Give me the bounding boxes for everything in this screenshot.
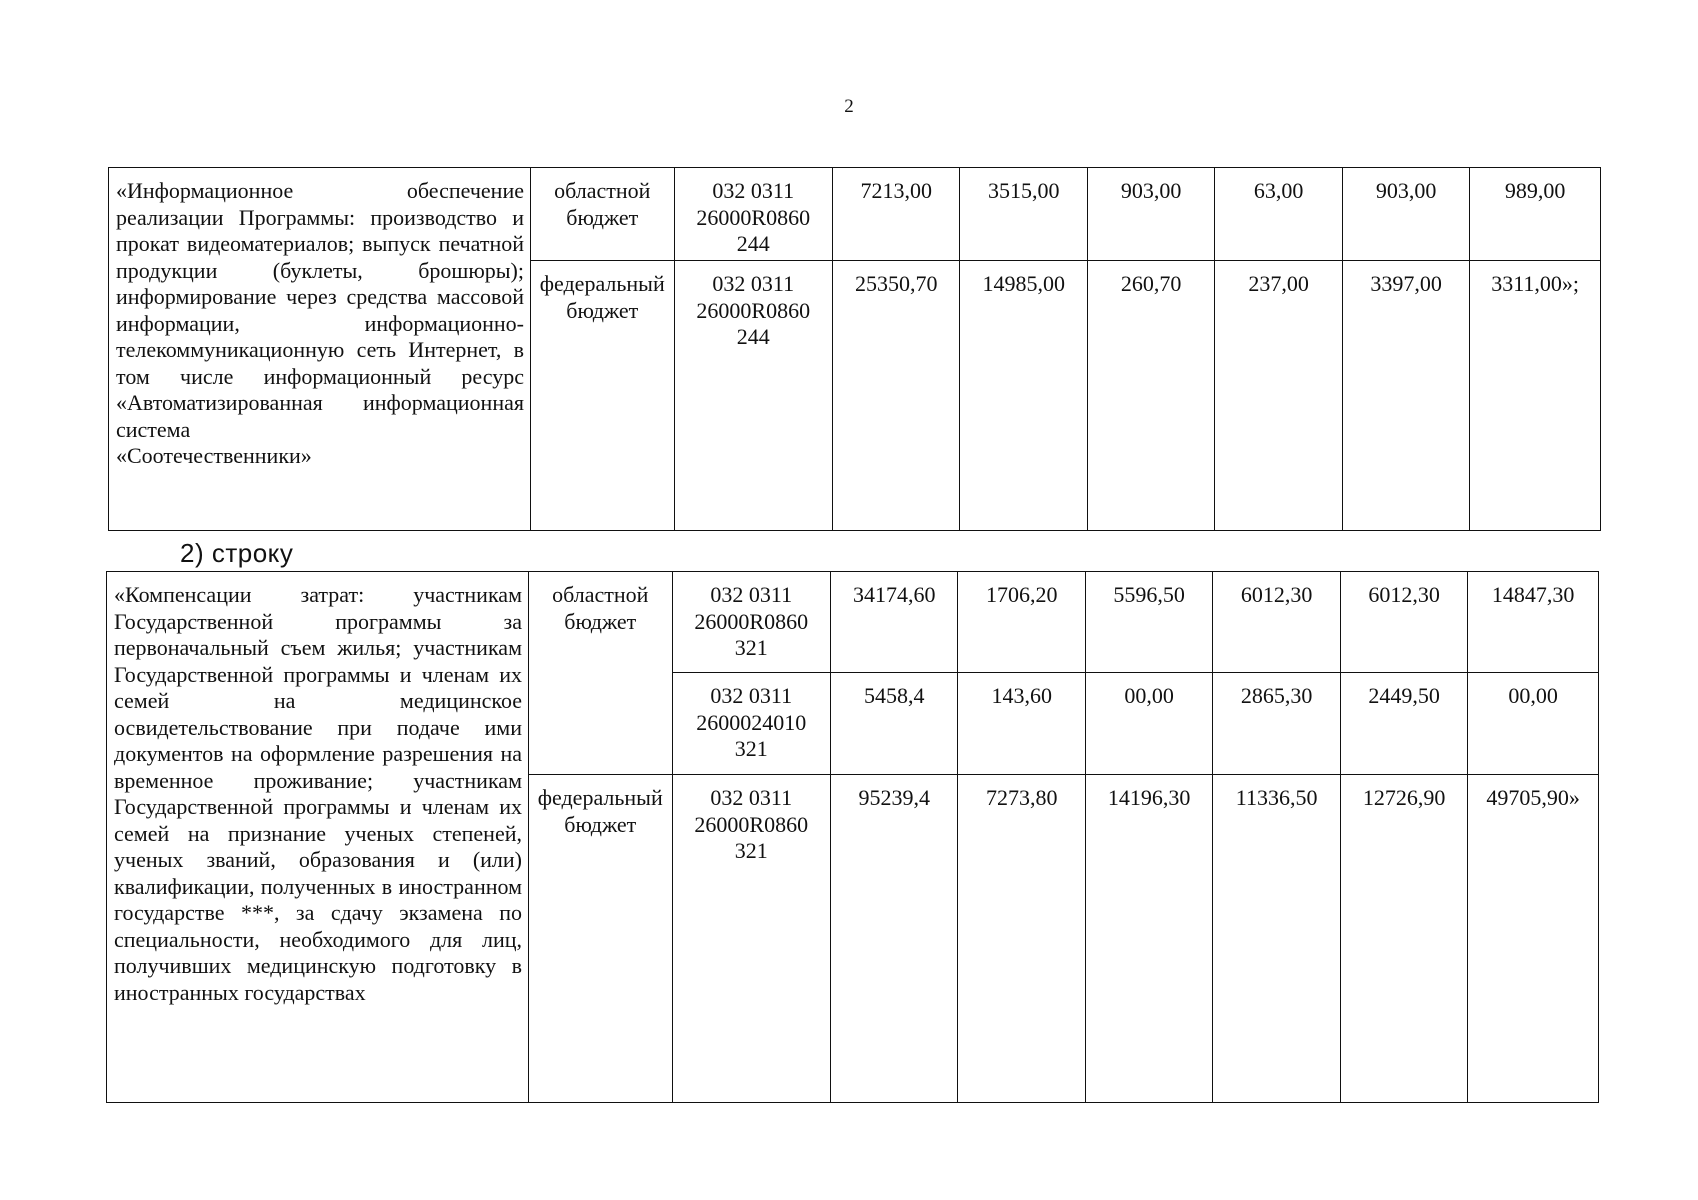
amount-cell: 3397,00 bbox=[1342, 261, 1469, 531]
budget-code bbox=[672, 572, 831, 673]
row-description bbox=[109, 168, 531, 531]
description-text: «Информационное обеспечение реализации Программы: производство и прокат видеоматериалов; выпуск печатной продукции (буклеты, брошюры); информирование через средства массовой информации, информационно-телекоммуникационную сеть Интернет, в том числе информационный ресурс «Автоматизированная информационная система bbox=[116, 178, 524, 442]
budget-code bbox=[672, 673, 831, 775]
amount-cell: 1706,20 bbox=[958, 572, 1085, 673]
budget-source: федеральный бюджет bbox=[531, 261, 675, 531]
amount-cell: 14985,00 bbox=[960, 261, 1087, 531]
amount-cell: 237,00 bbox=[1215, 261, 1342, 531]
code-line: 26000R0860 bbox=[694, 608, 809, 634]
amount-cell: 95239,4 bbox=[831, 775, 958, 1103]
code-line: 26000R0860 bbox=[694, 811, 809, 837]
amount-cell: 7213,00 bbox=[833, 168, 960, 261]
code-line: 321 bbox=[734, 838, 768, 863]
budget-code bbox=[672, 775, 831, 1103]
table-information-support bbox=[108, 167, 1601, 531]
amount-cell: 3311,00»; bbox=[1470, 261, 1601, 531]
amount-cell: 5596,50 bbox=[1085, 572, 1212, 673]
code-line: 244 bbox=[736, 324, 770, 349]
amount-cell: 5458,4 bbox=[831, 673, 958, 775]
budget-code bbox=[674, 261, 833, 531]
amount-cell: 11336,50 bbox=[1213, 775, 1340, 1103]
amount-cell: 14847,30 bbox=[1468, 572, 1599, 673]
amount-cell: 989,00 bbox=[1470, 168, 1601, 261]
amount-cell: 903,00 bbox=[1342, 168, 1469, 261]
amount-cell: 7273,80 bbox=[958, 775, 1085, 1103]
amount-cell: 34174,60 bbox=[831, 572, 958, 673]
code-line: 032 0311 bbox=[710, 683, 793, 708]
code-line: 032 0311 bbox=[712, 178, 795, 203]
amount-cell: 143,60 bbox=[958, 673, 1085, 775]
amount-cell: 00,00 bbox=[1468, 673, 1599, 775]
amount-cell: 00,00 bbox=[1085, 673, 1212, 775]
code-line: 321 bbox=[734, 736, 768, 761]
budget-code bbox=[674, 168, 833, 261]
row-description bbox=[107, 572, 529, 1103]
amount-cell: 3515,00 bbox=[960, 168, 1087, 261]
section-label: 2) строку bbox=[180, 538, 294, 568]
code-line: 032 0311 bbox=[712, 271, 795, 296]
page-number: 2 bbox=[844, 96, 854, 117]
budget-source: областной бюджет bbox=[531, 168, 675, 261]
code-line: 032 0311 bbox=[710, 582, 793, 607]
code-line: 2600024010 bbox=[696, 709, 807, 735]
amount-cell: 49705,90» bbox=[1468, 775, 1599, 1103]
code-line: 26000R0860 bbox=[696, 204, 811, 230]
code-line: 244 bbox=[736, 231, 770, 256]
table-row bbox=[109, 168, 1601, 261]
amount-cell: 12726,90 bbox=[1340, 775, 1467, 1103]
amount-cell: 2865,30 bbox=[1213, 673, 1340, 775]
amount-cell: 903,00 bbox=[1087, 168, 1214, 261]
description-text-end: «Соотечественники» bbox=[116, 443, 312, 468]
code-line: 26000R0860 bbox=[696, 297, 811, 323]
amount-cell: 260,70 bbox=[1087, 261, 1214, 531]
description-text-end: иностранных государствах bbox=[114, 979, 366, 1005]
amount-cell: 2449,50 bbox=[1340, 673, 1467, 775]
amount-cell: 63,00 bbox=[1215, 168, 1342, 261]
table-cost-compensation bbox=[106, 571, 1599, 1103]
amount-cell: 14196,30 bbox=[1085, 775, 1212, 1103]
budget-source: федеральный бюджет bbox=[529, 775, 673, 1103]
code-line: 321 bbox=[734, 635, 768, 660]
table-row bbox=[107, 572, 1599, 673]
description-text: «Компенсации затрат: участникам Государственной программы за первоначальный съем жилья; участникам Государственной программы и членам их семей на медицинское освидетельствование при подаче ими документов на оформление разрешения на временное проживание; участникам Государственной программы и членам их семей на признание ученых степеней, ученых званий, образования и (или) квалификации, полученных в иностранном государстве ***, за сдачу экзамена по специальности, необходимого для лиц, получивших медицинскую подготовку в bbox=[114, 582, 522, 978]
amount-cell: 6012,30 bbox=[1213, 572, 1340, 673]
amount-cell: 6012,30 bbox=[1340, 572, 1467, 673]
budget-source: областной бюджет bbox=[529, 572, 673, 775]
code-line: 032 0311 bbox=[710, 785, 793, 810]
amount-cell: 25350,70 bbox=[833, 261, 960, 531]
